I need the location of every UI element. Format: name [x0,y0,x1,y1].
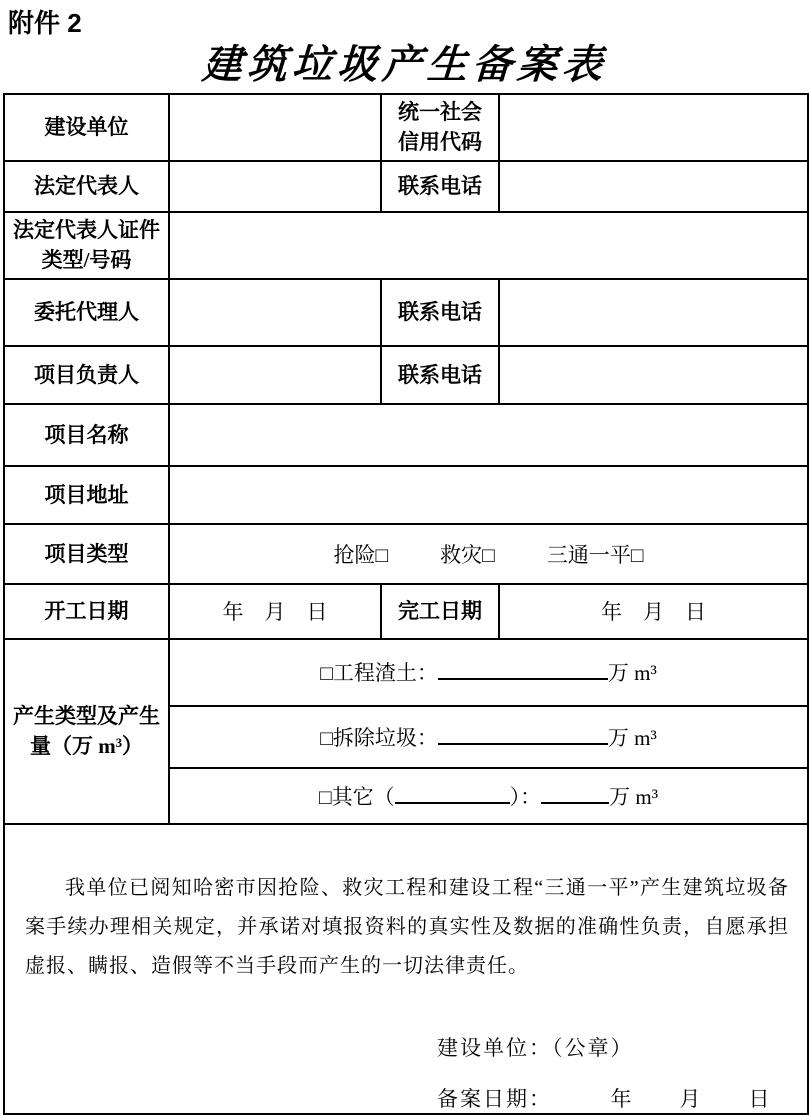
demolition-waste-cell [169,706,808,768]
blank-line[interactable] [395,802,510,804]
signature-block [437,1032,807,1113]
legal-rep-phone-label: 联系电话 [381,161,499,212]
other-waste-cell [169,768,808,824]
manager-phone-value-cell[interactable] [499,346,808,404]
project-address-label: 项目地址 [4,466,169,524]
completion-date-label: 完工日期 [381,584,499,639]
table-row [4,824,808,1114]
construction-unit-value-cell[interactable] [169,94,381,161]
other-waste-colon: ）： [509,784,542,809]
unit-label: 万 m³ [609,784,659,809]
project-manager-value-cell[interactable] [169,346,381,404]
legal-representative-value-cell[interactable] [169,161,381,212]
legal-representative-label: 法定代表人 [4,161,169,212]
table-row [4,524,808,584]
table-row [4,584,808,639]
agent-value-cell[interactable] [169,279,381,346]
project-address-value-cell[interactable] [169,466,808,524]
project-type-label: 项目类型 [4,524,169,584]
start-date-value-cell[interactable]: 年 月 日 [169,584,381,639]
engineering-muck-cell [169,639,808,706]
table-row [4,404,808,466]
blank-line[interactable] [438,678,608,680]
project-manager-label: 项目负责人 [4,346,169,404]
signature-unit-line: 建设单位：（公章） [437,1035,634,1060]
start-date-label: 开工日期 [4,584,169,639]
completion-date-value-cell[interactable]: 年 月 日 [499,584,808,639]
declaration-text: 我单位已阅知哈密市因抢险、救灾工程和建设工程“三通一平”产生建筑垃圾备案手续办理相关规定，并承诺对填报资料的真实性及数据的准确性负责，自愿承担虚报、瞒报、造假等不当手段而产生的一切法律责任。 [25,876,789,977]
credit-code-value-cell[interactable] [499,94,808,161]
legal-rep-id-value-cell[interactable] [169,212,808,279]
table-row [4,279,808,346]
project-name-label: 项目名称 [4,404,169,466]
declaration-cell [4,824,808,1114]
checkbox-other-waste[interactable]: □其它（ [318,784,395,809]
table-row [4,346,808,404]
generation-type-label: 产生类型及产生量（万 m³） [4,639,169,824]
checkbox-demolition-waste[interactable]: □拆除垃圾： [320,725,438,750]
attachment-label: 附件 2 [8,8,82,38]
project-type-options-cell [169,524,808,584]
agent-phone-value-cell[interactable] [499,279,808,346]
manager-phone-label: 联系电话 [381,346,499,404]
construction-unit-label: 建设单位 [4,94,169,161]
page-title: 建筑垃圾产生备案表 [200,41,609,88]
table-row [4,639,808,706]
credit-code-label: 统一社会信用代码 [381,94,499,161]
unit-label: 万 m³ [607,725,657,750]
agent-phone-label: 联系电话 [381,279,499,346]
checkbox-engineering-muck[interactable]: □工程渣土： [320,661,438,686]
table-row [4,212,808,279]
table-row [4,161,808,212]
filing-form-table [3,93,809,1115]
table-row [4,466,808,524]
unit-label: 万 m³ [607,661,657,686]
project-name-value-cell[interactable] [169,404,808,466]
signature-date-line: 备案日期： 年 月 日 [437,1086,772,1111]
blank-line[interactable] [541,802,609,804]
legal-rep-id-label: 法定代表人证件类型/号码 [4,212,169,279]
legal-rep-phone-value-cell[interactable] [499,161,808,212]
checkbox-option-three-supplies[interactable]: 三通一平□ [546,542,644,567]
agent-label: 委托代理人 [4,279,169,346]
checkbox-option-disaster-relief[interactable]: 救灾□ [440,542,495,567]
checkbox-option-emergency[interactable]: 抢险□ [333,542,389,567]
table-row [4,94,808,161]
blank-line[interactable] [438,743,608,745]
